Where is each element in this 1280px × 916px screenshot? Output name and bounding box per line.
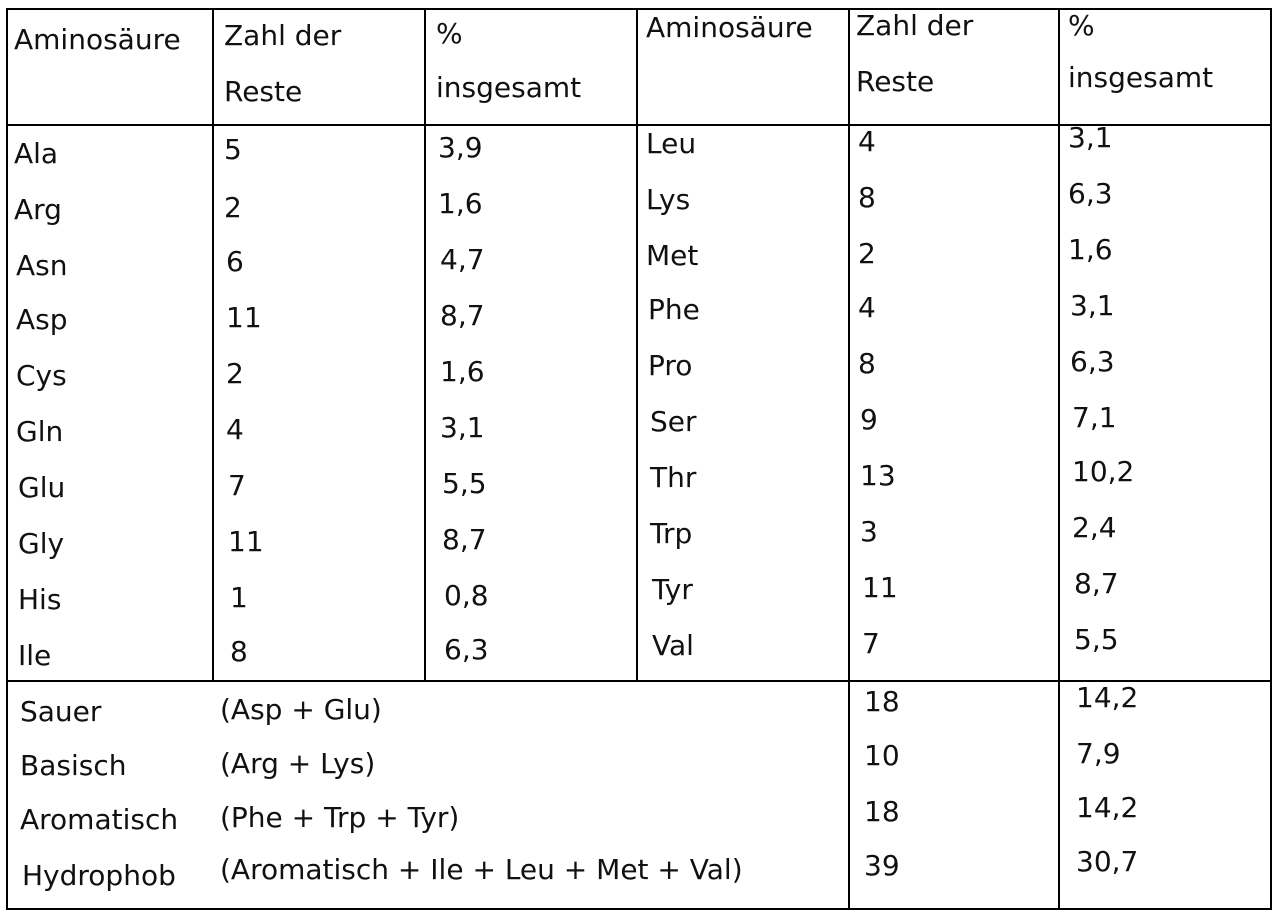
header-zahl-right-line1: Zahl der (856, 9, 974, 42)
left-aa: Asn (16, 249, 68, 282)
left-pct: 4,7 (440, 243, 485, 276)
left-aa: Ile (18, 639, 52, 672)
right-count: 8 (858, 347, 876, 380)
right-aa: Thr (650, 461, 697, 494)
right-aa: Val (652, 629, 694, 662)
right-count: 13 (860, 459, 896, 492)
group-formula: (Phe + Trp + Tyr) (220, 801, 460, 834)
header-pct-right-line1: % (1068, 9, 1095, 42)
group-pct: 14,2 (1076, 791, 1139, 824)
right-pct: 6,3 (1068, 177, 1113, 210)
right-aa: Trp (650, 517, 693, 550)
header-pct-right-line2: insgesamt (1068, 61, 1214, 94)
header-aminosaeure-left: Aminosäure (14, 23, 181, 56)
left-count: 8 (230, 635, 248, 668)
right-count: 11 (862, 571, 898, 604)
left-aa: Glu (18, 471, 66, 504)
right-aa: Lys (646, 183, 691, 216)
left-count: 2 (224, 191, 242, 224)
group-count: 10 (864, 739, 900, 772)
left-pct: 0,8 (444, 579, 489, 612)
header-aminosaeure-right: Aminosäure (646, 11, 813, 44)
right-count: 2 (858, 237, 876, 270)
group-count: 18 (864, 685, 900, 718)
right-count: 8 (858, 181, 876, 214)
left-aa: Cys (16, 359, 67, 392)
right-pct: 2,4 (1072, 511, 1117, 544)
group-name: Hydrophob (22, 859, 176, 892)
right-aa: Ser (650, 405, 697, 438)
header-zahl-left-line2: Reste (224, 75, 303, 108)
right-pct: 7,1 (1072, 401, 1117, 434)
right-aa: Leu (646, 127, 697, 160)
group-name: Basisch (20, 749, 127, 782)
column-divider-2 (424, 8, 426, 680)
right-count: 9 (860, 403, 878, 436)
right-pct: 1,6 (1068, 233, 1113, 266)
right-aa: Met (646, 239, 699, 272)
header-pct-left-line2: insgesamt (436, 71, 582, 104)
left-pct: 5,5 (442, 467, 487, 500)
column-divider-3 (636, 8, 638, 680)
left-count: 4 (226, 413, 244, 446)
right-pct: 10,2 (1072, 455, 1135, 488)
right-pct: 3,1 (1070, 289, 1115, 322)
group-count: 18 (864, 795, 900, 828)
left-count: 5 (224, 133, 242, 166)
right-aa: Tyr (652, 573, 693, 606)
group-name: Sauer (20, 695, 102, 728)
left-aa: Gln (16, 415, 64, 448)
left-pct: 6,3 (444, 633, 489, 666)
right-aa: Phe (648, 293, 700, 326)
right-count: 4 (858, 291, 876, 324)
left-count: 11 (228, 525, 264, 558)
header-zahl-right-line2: Reste (856, 65, 935, 98)
group-pct: 30,7 (1076, 845, 1139, 878)
column-divider-1 (212, 8, 214, 680)
group-formula: (Aromatisch + Ile + Leu + Met + Val) (220, 853, 743, 886)
left-pct: 3,9 (438, 131, 483, 164)
right-pct: 6,3 (1070, 345, 1115, 378)
group-name: Aromatisch (20, 803, 179, 836)
header-pct-left-line1: % (436, 17, 463, 50)
right-pct: 8,7 (1074, 567, 1119, 600)
left-count: 7 (228, 469, 246, 502)
left-pct: 3,1 (440, 411, 485, 444)
left-aa: Arg (14, 193, 62, 226)
group-formula: (Asp + Glu) (220, 693, 382, 726)
left-pct: 8,7 (442, 523, 487, 556)
group-formula: (Arg + Lys) (220, 747, 376, 780)
header-zahl-left-line1: Zahl der (224, 19, 342, 52)
left-aa: Asp (16, 303, 68, 336)
left-pct: 8,7 (440, 299, 485, 332)
right-count: 7 (862, 627, 880, 660)
group-pct: 7,9 (1076, 737, 1121, 770)
right-pct: 5,5 (1074, 623, 1119, 656)
column-divider-4 (848, 8, 850, 910)
left-aa: Gly (18, 527, 65, 560)
right-count: 3 (860, 515, 878, 548)
left-aa: His (18, 583, 62, 616)
left-aa: Ala (14, 137, 59, 170)
column-divider-5 (1058, 8, 1060, 910)
right-aa: Pro (648, 349, 693, 382)
left-count: 11 (226, 301, 262, 334)
left-count: 6 (226, 245, 244, 278)
left-pct: 1,6 (440, 355, 485, 388)
left-count: 2 (226, 357, 244, 390)
right-count: 4 (858, 125, 876, 158)
right-pct: 3,1 (1068, 121, 1113, 154)
left-pct: 1,6 (438, 187, 483, 220)
group-count: 39 (864, 849, 900, 882)
left-count: 1 (230, 581, 248, 614)
group-pct: 14,2 (1076, 681, 1139, 714)
